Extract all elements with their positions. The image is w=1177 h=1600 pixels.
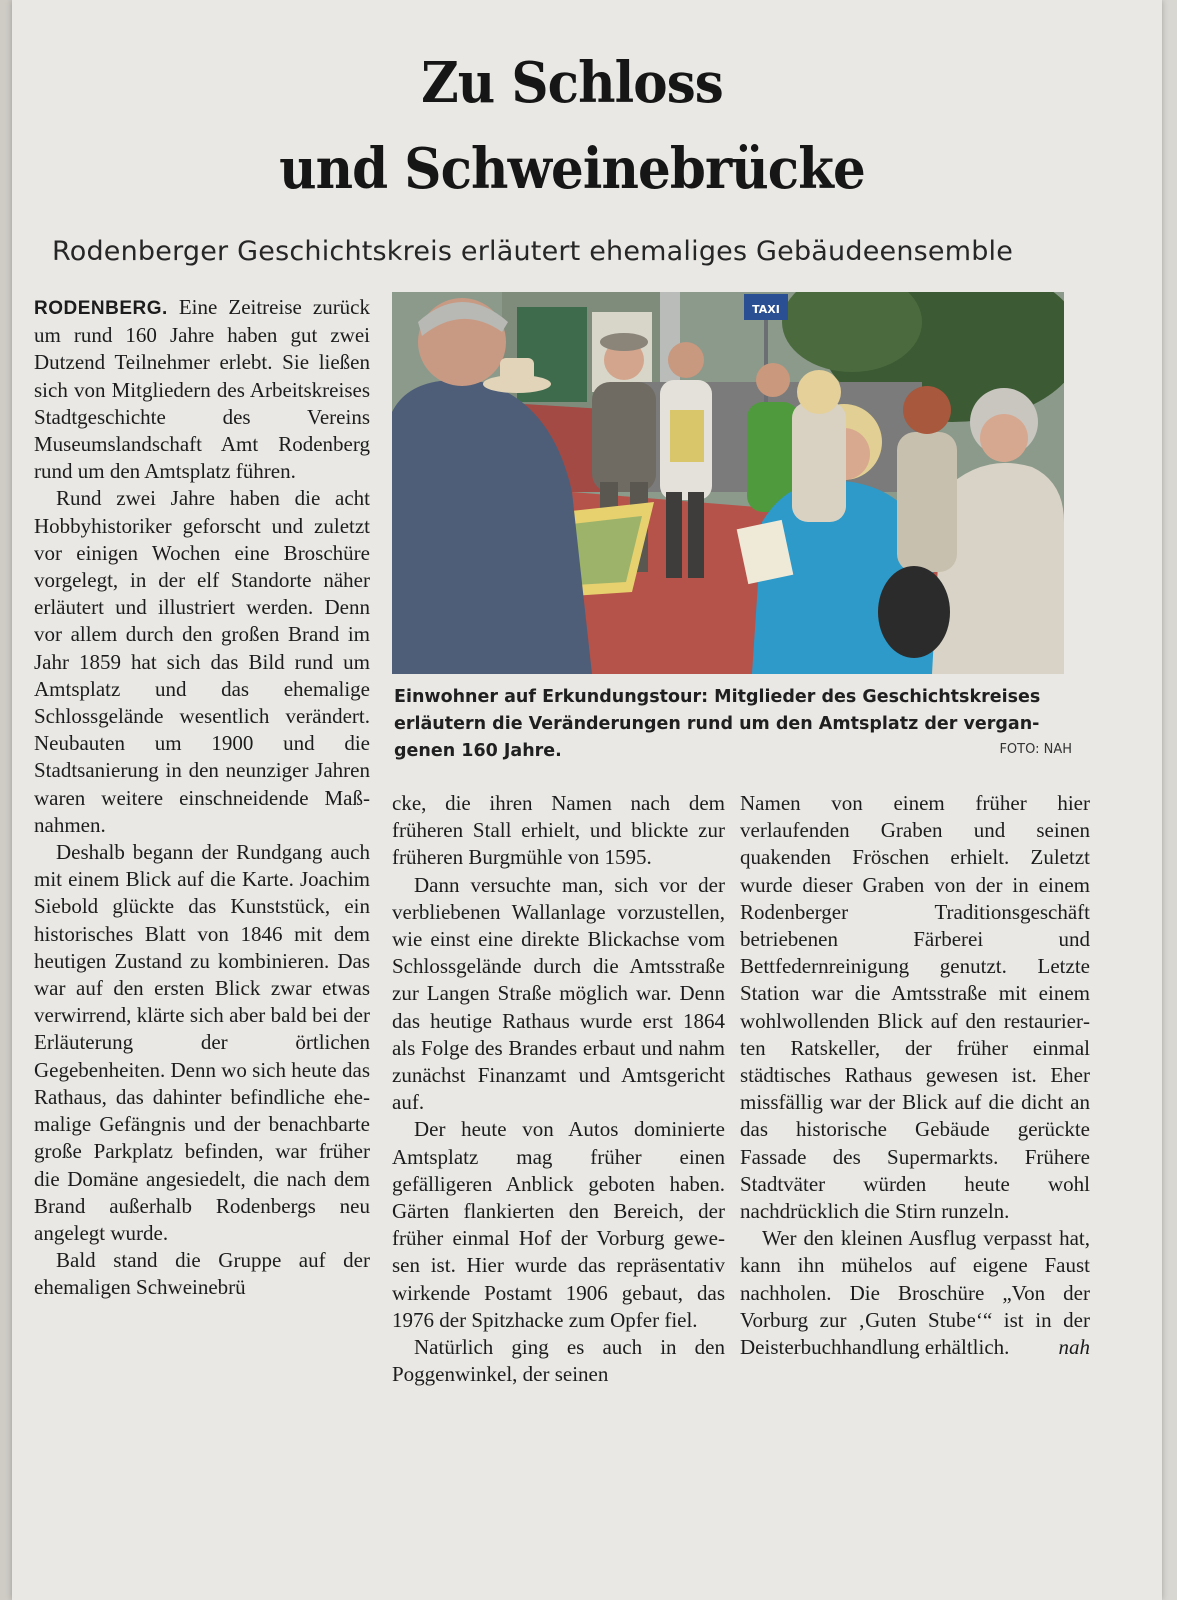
article-column-3 — [740, 790, 1090, 1361]
dateline: RODENBERG. — [34, 298, 168, 319]
article-paragraph: Bald stand die Gruppe auf der ehemaligen Schweinebrü — [34, 1248, 370, 1300]
article-photo — [392, 292, 1064, 674]
headline — [167, 40, 977, 212]
article-paragraph: Der heute von Autos dominierte Amtsplatz mag früher einen gefälligeren Anblick geboten haben. Gärten flankierten den Bereich, der früher einmal Hof der Vorburg gewesen ist. Hier wurde das repräsentativ wirkende Postamt 1906 gebaut, das 1976 der Spitzhacke zum Opfer fiel. — [392, 1117, 725, 1332]
taxi-sign: TAXI — [752, 303, 780, 316]
paragraph-text: Eine Zeitreise zurück um rund 160 Jahre haben gut zwei Dutzend Teilnehmer erlebt. Sie ließen sich von Mitgliedern des Arbeitskreises Stadtgeschichte des Vereins Museumslandschaft Amt Rodenberg rund um den Amtsplatz führen. — [34, 295, 371, 484]
article-paragraph: Natürlich ging es auch in den Poggenwinkel, der seinen — [392, 1335, 725, 1387]
article-paragraph: Deshalb begann der Rundgang auch mit einem Blick auf die Karte. Joachim Siebold glückte das Kunststück, ein historisches Blatt von 1846 mit dem heutigen Zustand zu kombinieren. Das war auf den ersten Blick zwar etwas verwirrend, klärte sich aber bald bei der Erläuterung der örtlichen Gegebenheiten. Denn wo sich heute das Rathaus, das dahinter befindliche ehemalige Gefängnis und der benachbarte große Parkplatz befinden, war früher die Domäne angesiedelt, die nach dem Brand außerhalb Rodenbergs neu angelegt wurde. — [34, 840, 370, 1245]
page-edge — [0, 0, 12, 1600]
article-column-1 — [34, 294, 370, 1302]
article-paragraph — [740, 1225, 1090, 1361]
article-paragraph: cke, die ihren Namen nach dem früheren Stall erhielt, und blickte zur früheren Burgmühle von 1595. — [392, 791, 725, 870]
author-signature: nah — [1058, 1335, 1090, 1360]
subheadline: Rodenberger Geschichtskreis erläutert ehemaliges Gebäudeensemble — [52, 236, 1014, 267]
newspaper-page — [12, 0, 1162, 1600]
photo-caption: Einwohner auf Erkundungstour: Mitglieder des Geschichtskreises erläutern die Veränderungen rund um den Amtsplatz der vergangenen 160 Jahre. — [394, 687, 1041, 761]
article-paragraph: Namen von einem früher hier verlaufenden Graben und seinen quakenden Fröschen erhielt. Zuletzt wurde dieser Graben von der in einem Rodenberger Traditionsgeschäft betriebenen Färberei und Bettfedernreinigung genutzt. Letzte Station war die Amtsstraße mit einem wohlwollenden Blick auf den restaurierten Ratskeller, der früher einmal städtisches Rathaus gewesen ist. Eher missfällig war der Blick auf die dicht an das historische Gebäude gerückte Fassade des Supermarkts. Frühere Stadtväter würden heute wohl nachdrücklich die Stirn runzeln. — [740, 791, 1090, 1224]
group-tour-photo — [392, 292, 1064, 674]
paragraph-text: Wer den kleinen Ausflug verpasst hat, kann ihn mühelos auf eigene Faust nachholen. Die Broschüre „Von der Vorburg zur ‚Guten Stube‘“ ist in der Deisterbuchhandlung erhältlich. — [740, 1226, 1090, 1360]
article-column-2 — [392, 790, 725, 1388]
headline-line-1: Zu Schloss — [421, 50, 723, 116]
photo-credit: FOTO: NAH — [999, 742, 1072, 757]
article-paragraph: Dann versuchte man, sich vor der verbliebenen Wallanlage vorzustellen, wie einst eine direkte Blickachse vom Schlossgelände durch die Amtsstraße zur Langen Straße möglich war. Denn das heutige Rathaus wurde erst 1864 als Folge des Brandes erbaut und nahm zunächst Finanzamt und Amtsgericht auf. — [392, 872, 725, 1115]
article-paragraph — [34, 294, 370, 485]
headline-line-2: und Schweinebrücke — [279, 136, 865, 202]
article-paragraph: Rund zwei Jahre haben die acht Hobbyhistoriker geforscht und zuletzt vor einigen Wochen eine Broschüre vorgelegt, in der elf Standorte näher erläutert und illustriert werden. Denn vor allem durch den großen Brand im Jahr 1859 hat sich das Bild rund um Amtsplatz und das ehemalige Schlossgelände wesentlich verändert. Neubauten um 1900 und die Stadtsanierung in den neunziger Jahren waren weitere einschneidende Maßnahmen. — [34, 486, 370, 837]
